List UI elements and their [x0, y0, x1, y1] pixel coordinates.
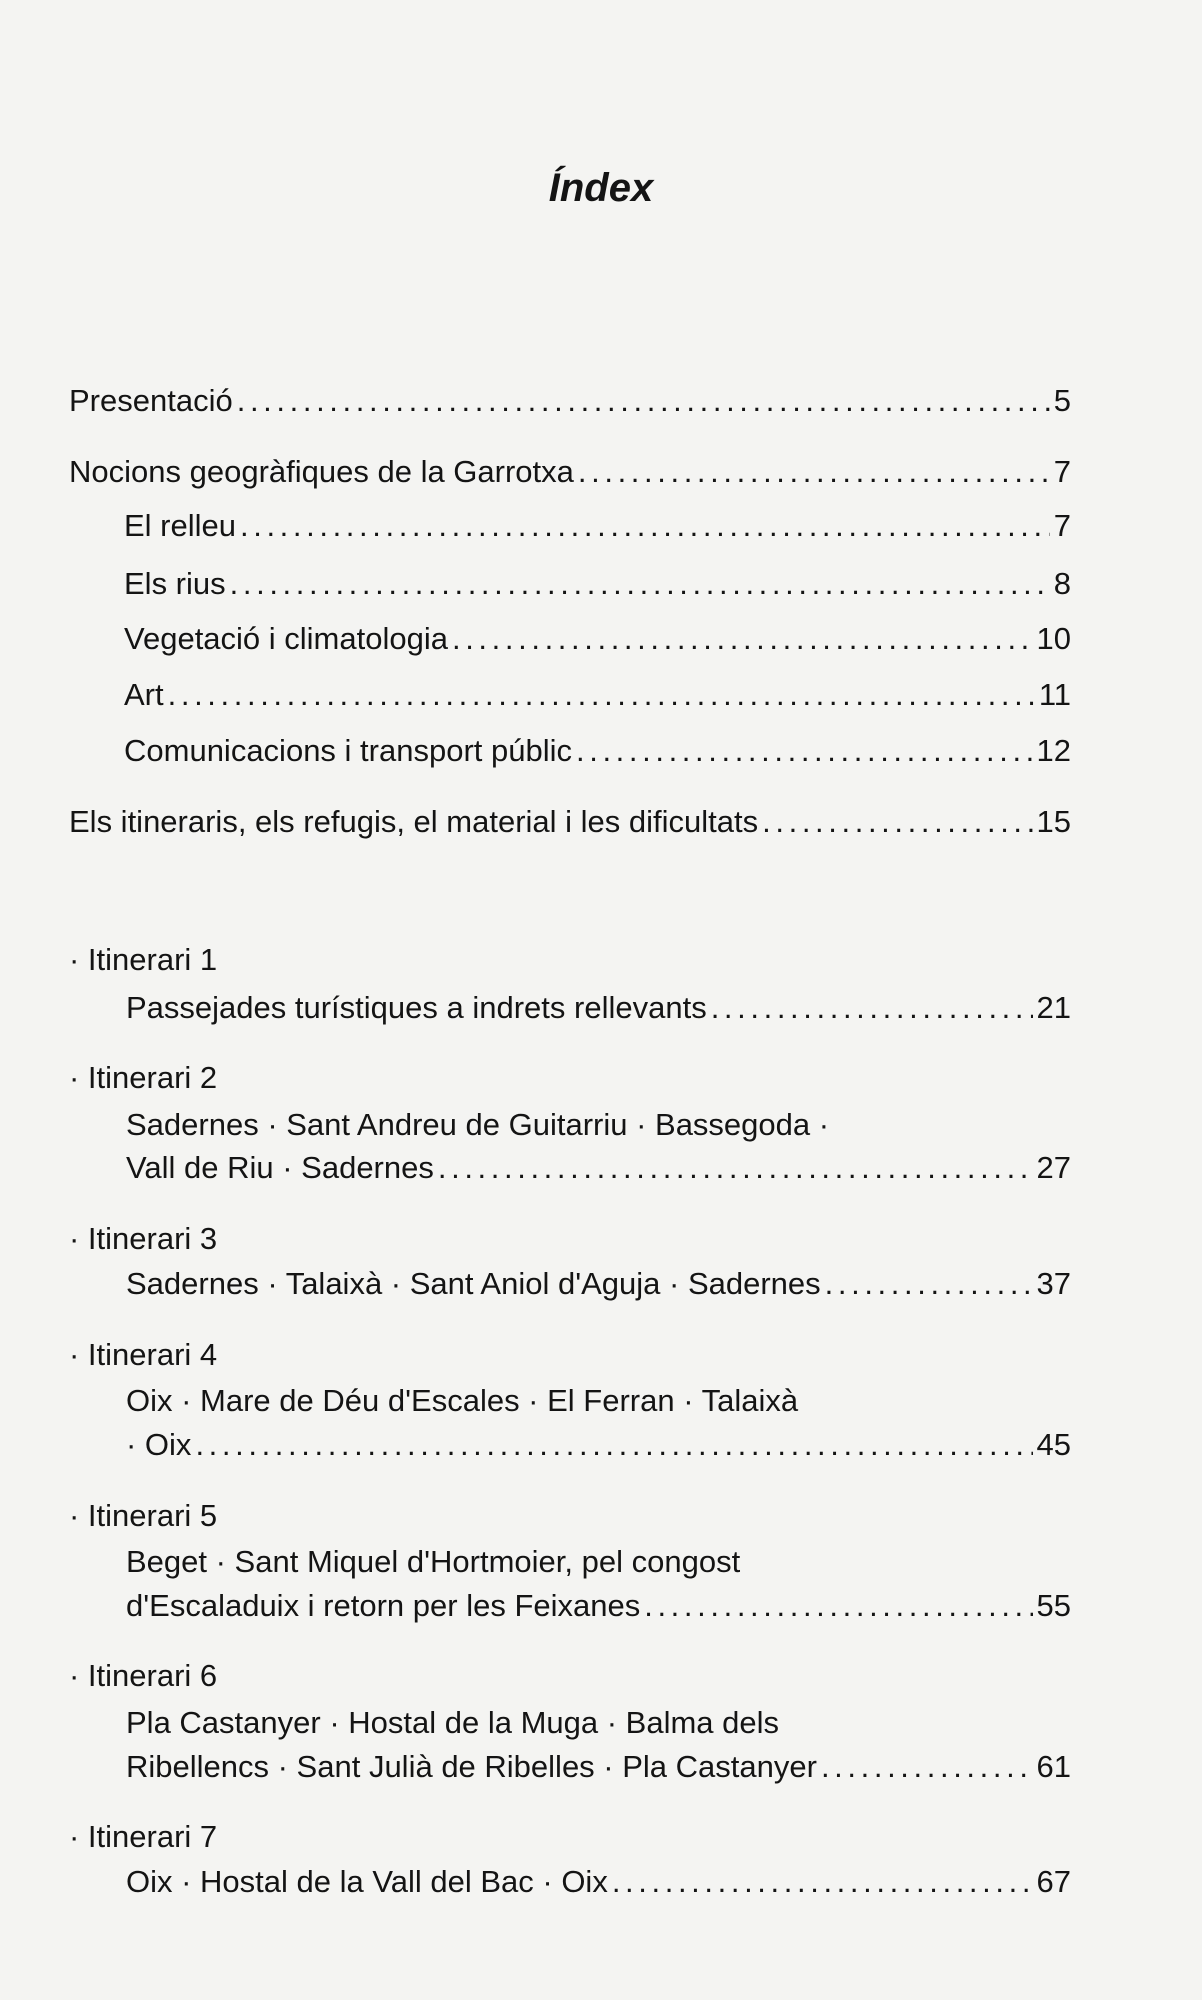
leader-dots [578, 454, 1050, 490]
leader-dots [711, 990, 1033, 1026]
itinerary-heading: · Itinerari 5 [69, 1498, 218, 1533]
toc-entry-vegetacio[interactable] [124, 621, 1071, 657]
itinerary-heading: · Itinerari 7 [69, 1819, 218, 1854]
leader-dots [825, 1266, 1033, 1302]
toc-entry-label: Nocions geogràfiques de la Garrotxa [69, 454, 574, 489]
toc-entry-label: Els itineraris, els refugis, el material i les dificultats [69, 804, 759, 839]
itinerary-heading: · Itinerari 6 [69, 1658, 218, 1693]
toc-page-number: 27 [1036, 1150, 1071, 1185]
toc-entry-label: Presentació [69, 383, 233, 418]
toc-page-number: 10 [1036, 621, 1071, 656]
itinerary-entry[interactable] [126, 1588, 1071, 1624]
toc-entry-comunicacions[interactable] [124, 733, 1071, 769]
itinerary-heading: · Itinerari 4 [69, 1337, 218, 1372]
leader-dots [762, 804, 1032, 840]
itinerary-route: Oix · Hostal de la Vall del Bac · Oix [126, 1864, 608, 1899]
toc-page-number: 5 [1053, 383, 1071, 418]
itinerary-route: Sadernes · Sant Andreu de Guitarriu · Bassegoda · [126, 1107, 830, 1142]
itinerary-route: d'Escaladuix i retorn per les Feixanes [126, 1588, 641, 1623]
itinerary-heading: · Itinerari 1 [69, 942, 218, 977]
toc-entry-art[interactable] [124, 677, 1071, 713]
leader-dots [644, 1588, 1032, 1624]
toc-page-number: 8 [1053, 566, 1071, 601]
itinerary-route: Pla Castanyer · Hostal de la Muga · Balma dels [126, 1705, 780, 1740]
page-title: Índex [548, 166, 654, 210]
toc-page-number: 7 [1053, 508, 1071, 543]
leader-dots [168, 677, 1035, 713]
leader-dots [452, 621, 1033, 657]
toc-page-number: 11 [1038, 677, 1071, 712]
toc-entry-label: El relleu [124, 508, 236, 543]
leader-dots [195, 1427, 1032, 1463]
leader-dots [237, 383, 1050, 419]
itinerary-entry[interactable] [126, 1749, 1071, 1785]
itinerary-entry[interactable] [126, 1864, 1071, 1900]
itinerary-heading: · Itinerari 3 [69, 1221, 218, 1256]
itinerary-route: Oix · Mare de Déu d'Escales · El Ferran · Talaixà [126, 1383, 799, 1418]
leader-dots [230, 566, 1050, 602]
toc-page-number: 55 [1036, 1588, 1071, 1623]
toc-page-number: 7 [1053, 454, 1071, 489]
toc-entry-relleu[interactable] [124, 508, 1071, 544]
toc-entry-label: Vegetació i climatologia [124, 621, 448, 656]
toc-entry-label: Comunicacions i transport públic [124, 733, 572, 768]
leader-dots [576, 733, 1033, 769]
toc-page-number: 15 [1036, 804, 1071, 839]
toc-page-number: 67 [1036, 1864, 1071, 1899]
toc-entry-presentacio[interactable] [69, 383, 1071, 419]
toc-entry-rius[interactable] [124, 566, 1071, 602]
itinerary-entry[interactable] [126, 1266, 1071, 1302]
toc-entry-nocions[interactable] [69, 454, 1071, 490]
leader-dots [438, 1150, 1033, 1186]
leader-dots [821, 1749, 1033, 1785]
leader-dots [612, 1864, 1033, 1900]
toc-page-number: 12 [1036, 733, 1071, 768]
itinerary-entry[interactable] [126, 1150, 1071, 1186]
itinerary-entry[interactable] [126, 1427, 1071, 1463]
toc-page-number: 45 [1036, 1427, 1071, 1462]
toc-entry-label: Els rius [124, 566, 226, 601]
itinerary-entry[interactable] [126, 990, 1071, 1026]
toc-entry-itineraris[interactable] [69, 804, 1071, 840]
itinerary-route: Ribellencs · Sant Julià de Ribelles · Pla Castanyer [126, 1749, 817, 1784]
itinerary-route: Beget · Sant Miquel d'Hortmoier, pel congost [126, 1544, 741, 1579]
toc-page-number: 21 [1036, 990, 1071, 1025]
toc-entry-label: Art [124, 677, 164, 712]
itinerary-route: · Oix [126, 1427, 192, 1462]
itinerary-route: Vall de Riu · Sadernes [126, 1150, 434, 1185]
toc-page-number: 61 [1036, 1749, 1071, 1784]
itinerary-route: Passejades turístiques a indrets rellevants [126, 990, 707, 1025]
itinerary-heading: · Itinerari 2 [69, 1060, 218, 1095]
itinerary-route: Sadernes · Talaixà · Sant Aniol d'Aguja · Sadernes [126, 1266, 821, 1301]
leader-dots [240, 508, 1050, 544]
toc-page-number: 37 [1036, 1266, 1071, 1301]
